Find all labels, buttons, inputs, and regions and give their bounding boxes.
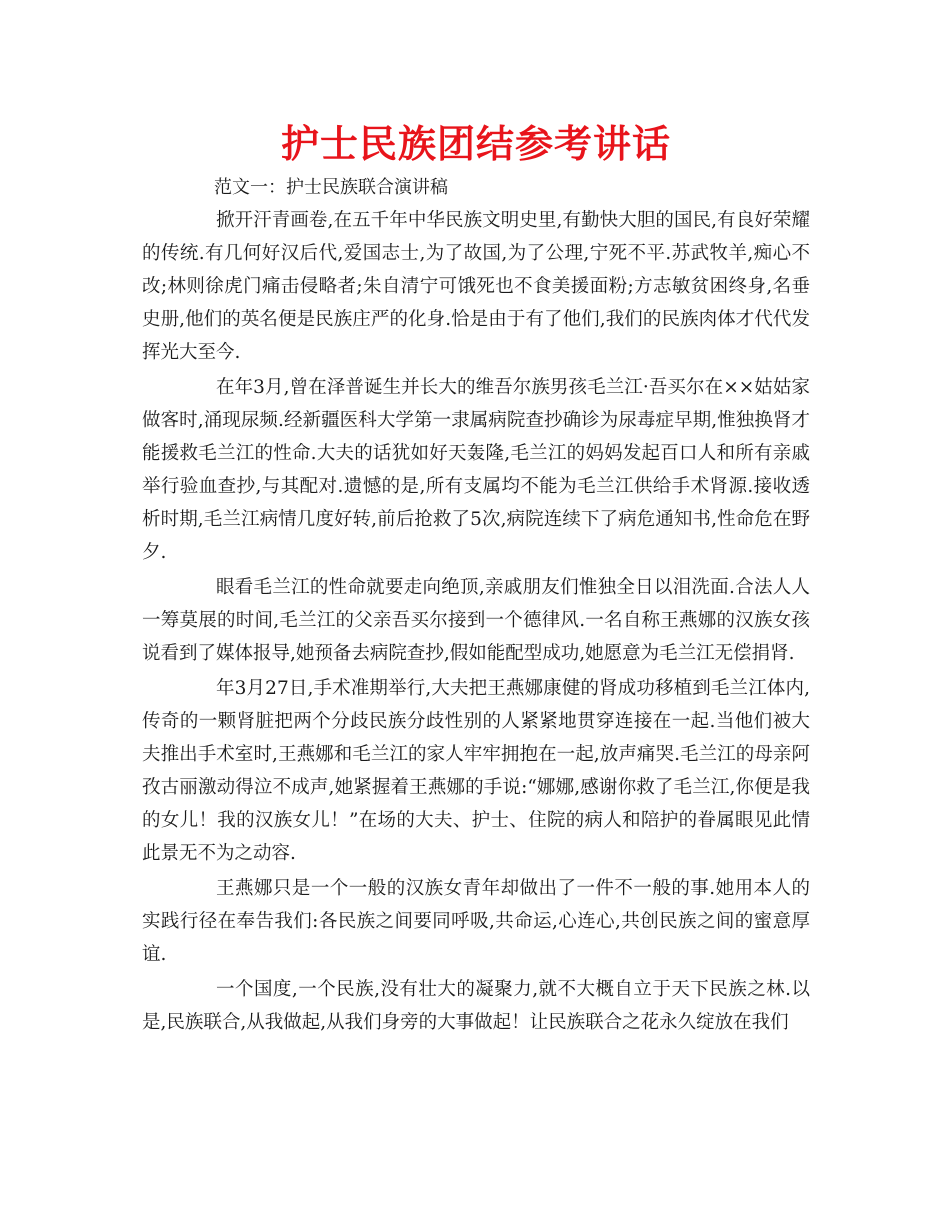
document-subtitle: 范文一：护士民族联合演讲稿 xyxy=(214,177,448,198)
paragraph-6: 一个国度,一个民族,没有壮大的凝聚力,就不大概自立于天下民族之林.以是,民族联合,从我做起,从我们身旁的大事做起！让民族联合之花永久绽放在我们 xyxy=(142,979,810,1033)
paragraph-5: 王燕娜只是一个一般的汉族女青年却做出了一件不一般的事.她用本人的实践行径在奉告我们:各民族之间要同呼吸,共命运,心连心,共创民族之间的蜜意厚谊. xyxy=(142,878,810,965)
paragraph-2: 在年3月,曾在泽普诞生并长大的维吾尔族男孩毛兰江·吾买尔在××姑姑家做客时,涌现尿频.经新疆医科大学第一隶属病院查抄确诊为尿毒症早期,惟独换肾才能援救毛兰江的性命.大夫的话犹如好天轰隆,毛兰江的妈妈发起百口人和所有亲戚举行验血查抄,与其配对.遗憾的是,所有支属均不能为毛兰江供给手术肾源.接收透析时期,毛兰江病情几度好转,前后抢救了5次,病院连续下了病危通知书,性命危在野夕. xyxy=(142,377,810,563)
document-page xyxy=(142,118,810,1039)
paragraph-1: 掀开汗青画卷,在五千年中华民族文明史里,有勤快大胆的国民,有良好荣耀的传统.有几何好汉后代,爱国志士,为了故国,为了公理,宁死不平.苏武牧羊,痴心不改;林则徐虎门痛击侵略者;朱自清宁可饿死也不食美援面粉;方志敏贫困终身,名垂史册,他们的英名便是民族庄严的化身.恰是由于有了他们,我们的民族肉体才代代发挥光大至今. xyxy=(142,210,810,363)
page-title: 护士民族团结参考讲话 xyxy=(280,122,671,166)
paragraph-3: 眼看毛兰江的性命就要走向绝顶,亲戚朋友们惟独全日以泪洗面.合法人人一筹莫展的时间,毛兰江的父亲吾买尔接到一个德律风.一名自称王燕娜的汉族女孩说看到了媒体报导,她预备去病院查抄,假如能配型成功,她愿意为毛兰江无偿捐肾. xyxy=(142,577,810,664)
paragraph-4: 年3月27日,手术准期举行,大夫把王燕娜康健的肾成功移植到毛兰江体内,传奇的一颗肾脏把两个分歧民族分歧性别的人紧紧地贯穿连接在一起.当他们被大夫推出手术室时,王燕娜和毛兰江的家人牢牢拥抱在一起,放声痛哭.毛兰江的母亲阿孜古丽激动得泣不成声,她紧握着王燕娜的手说:“娜娜,感谢你救了毛兰江,你便是我的女儿！我的汉族女儿！”在场的大夫、护士、住院的病人和陪护的眷属眼见此情此景无不为之动容. xyxy=(142,678,810,864)
